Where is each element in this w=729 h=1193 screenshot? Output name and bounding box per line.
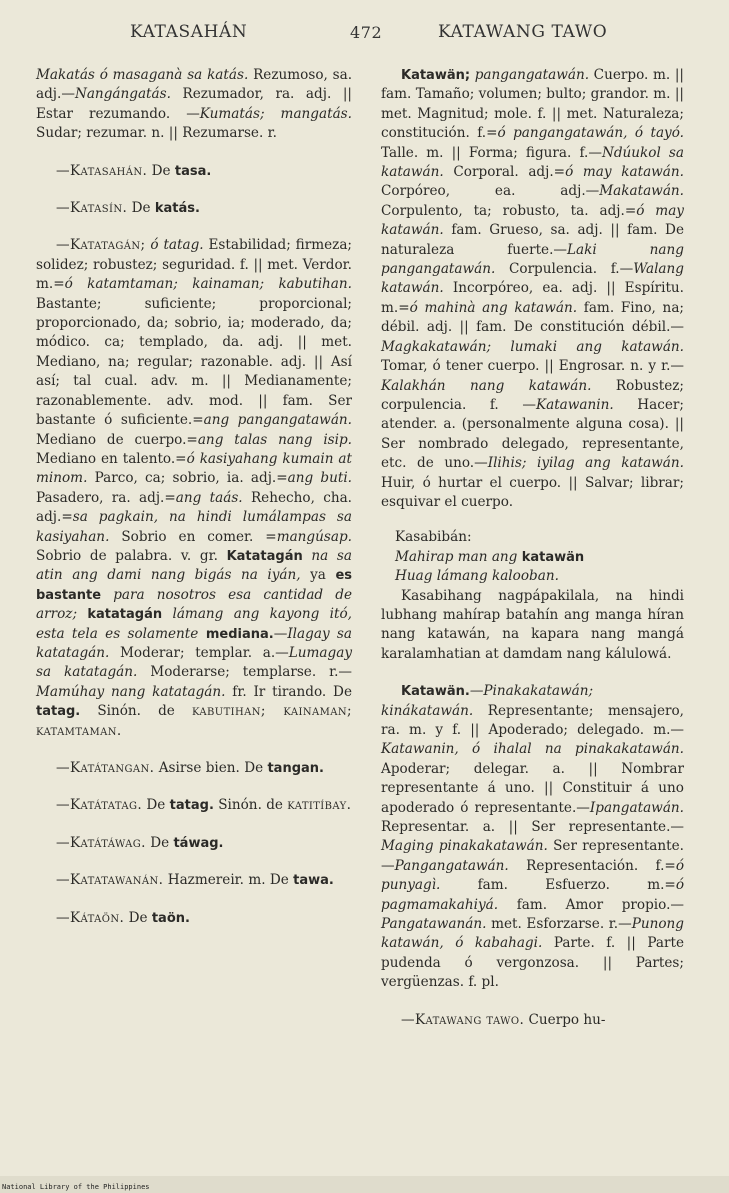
- library-credit: National Library of the Philippines: [2, 1183, 150, 1191]
- proverb-block: [381, 528, 684, 586]
- entry-katatangan: —Katátangan. Asirse bien. De tangan.: [56, 760, 324, 776]
- proverb-title: Kasabibán:: [395, 529, 472, 546]
- proverb-line-1: Mahirap man ang katawän: [395, 548, 585, 565]
- entry-kataon: —Kátaön. De taön.: [56, 909, 190, 926]
- running-header: [0, 22, 729, 48]
- entry-katawan-2: Katawän.—Pinakakatawán; kinákatawán. Representante; mensajero, ra. m. y f. || Apoderado; delegado. m.—Katawanin, ó ihalal na pinakakatawán. Apoderar; delegar. a. || Nombrar representante á uno. || Constituir á uno apoderado ó representante.—Ipangatawán. Representar. a. || Ser representante.—Maging pinakakatawán. Ser representante.—Pangangatawán. Representación. f.=ó punyagì. fam. Esfuerzo. m.=ó pagmamakahiyá. fam. Amor propio.—Pangatawanán. met. Esforzarse. r.—Punong katawán, ó kabahagi. Parte. f. || Parte pudenda ó vergonzosa. || Partes; vergüenzas. f. pl.: [381, 683, 684, 991]
- header-right-word: KATAWANG TAWO: [438, 22, 608, 42]
- entry-katatawag: —Katátáwag. De táwag.: [56, 834, 224, 851]
- left-column: [36, 66, 352, 928]
- entry-katatawanan: —Katatawanán. Hazmereir. m. De tawa.: [56, 872, 334, 889]
- entry-katatatag: —Katátatag. De tatag. Sinón. de katitíbay.: [56, 797, 352, 814]
- proverb-explanation: Kasabihang nagpápakilala, na hindi lubhang mahírap batahín ang manga híran nang katawán, na kapara nang mangá karalamhatian at damdam nang kálulowá.: [381, 587, 684, 662]
- header-left-word: KATASAHÁN: [130, 22, 248, 42]
- entry-katasahan: —Katasahán. De tasa.: [56, 162, 212, 179]
- entry-katasin: —Katasín. De katás.: [56, 200, 200, 217]
- page-number: 472: [350, 23, 383, 42]
- entry-katawan: Katawän; pangangatawán. Cuerpo. m. || fam. Tamaño; volumen; bulto; grandor. m. || met. Magnitud; mole. f. || met. Naturaleza; constitución. f.=ó pangangatawán, ó tayó. Talle. m. || Forma; figura. f.—Ndúukol sa katawán. Corporal. adj.=ó may katawán. Corpóreo, ea. adj.—Makatawán. Corpulento, ta; robusto, ta. adj.=ó may katawán. fam. Grueso, sa. adj. || fam. De naturaleza fuerte.—Laki nang pangangatawán. Corpulencia. f.—Walang katawán. Incorpóreo, ea. adj. || Espíritu. m.=ó mahinà ang katawán. fam. Fino, na; débil. adj. || fam. De constitución débil.—Magkakatawán; lumaki ang katawán. Tomar, ó tener cuerpo. || Engrosar. n. y r.—Kalakhán nang katawán. Robustez; corpulencia. f. —Katawanin. Hacer; atender. a. (personalmente alguna cosa). || Ser nombrado delegado, representante, etc. de uno.—Ilihis; iyilag ang katawán. Huir, ó hurtar el cuerpo. || Salvar; librar; esquivar el cuerpo.: [381, 67, 685, 510]
- right-column: [381, 66, 684, 1030]
- proverb-line-2: Huag lámang kalooban.: [395, 568, 559, 585]
- entry-katawang-tawo: —Katawang tawo. Cuerpo hu-: [401, 1011, 606, 1028]
- entry-katatagan: —Katatagán; ó tatag. Estabilidad; firmeza; solidez; robustez; seguridad. f. || met. Verdor. m.=ó katamtaman; kainaman; kabutihan. Bastante; suficiente; proporcional; proporcionado, da; sobrio, ia; moderado, da; módico. ca; templado, da. adj. || met. Mediano, na; regular; razonable. adj. || Así así; tal cual. adv. m. || Medianamente; razonablemente. adv. mod. || fam. Ser bastante ó suficiente.=ang pangangatawán. Mediano de cuerpo.=ang talas nang isip. Mediano en talento.=ó kasiyahang kumain at minom. Parco, ca; sobrio, ia. adj.=ang buti. Pasadero, ra. adj.=ang taás. Rehecho, cha. adj.=sa pagkain, na hindi lumálampas sa kasiyahan. Sobrio en comer. =mangúsap. Sobrio de palabra. v. gr. Katatagán na sa atin ang dami nang bigás na iyán, ya es bastante para nosotros esa cantidad de arroz; katatagán lámang ang kayong itó, esta tela es solamente mediana.—Ilagay sa katatagán. Moderar; templar. a.—Lumagay sa katatagán. Moderarse; templarse. r.—Mamúhay nang katatagán. fr. Ir tirando. De tatag. Sinón. de kabutihan; kainaman; katamtaman.: [36, 237, 353, 739]
- entry-katas-continued: Makatás ó masaganà sa katás. Rezumoso, sa. adj.—Nangángatás. Rezumador, ra. adj. || Estar rezumando. —Kumatás; mangatás. Sudar; rezumar. n. || Rezumarse. r.: [36, 67, 353, 142]
